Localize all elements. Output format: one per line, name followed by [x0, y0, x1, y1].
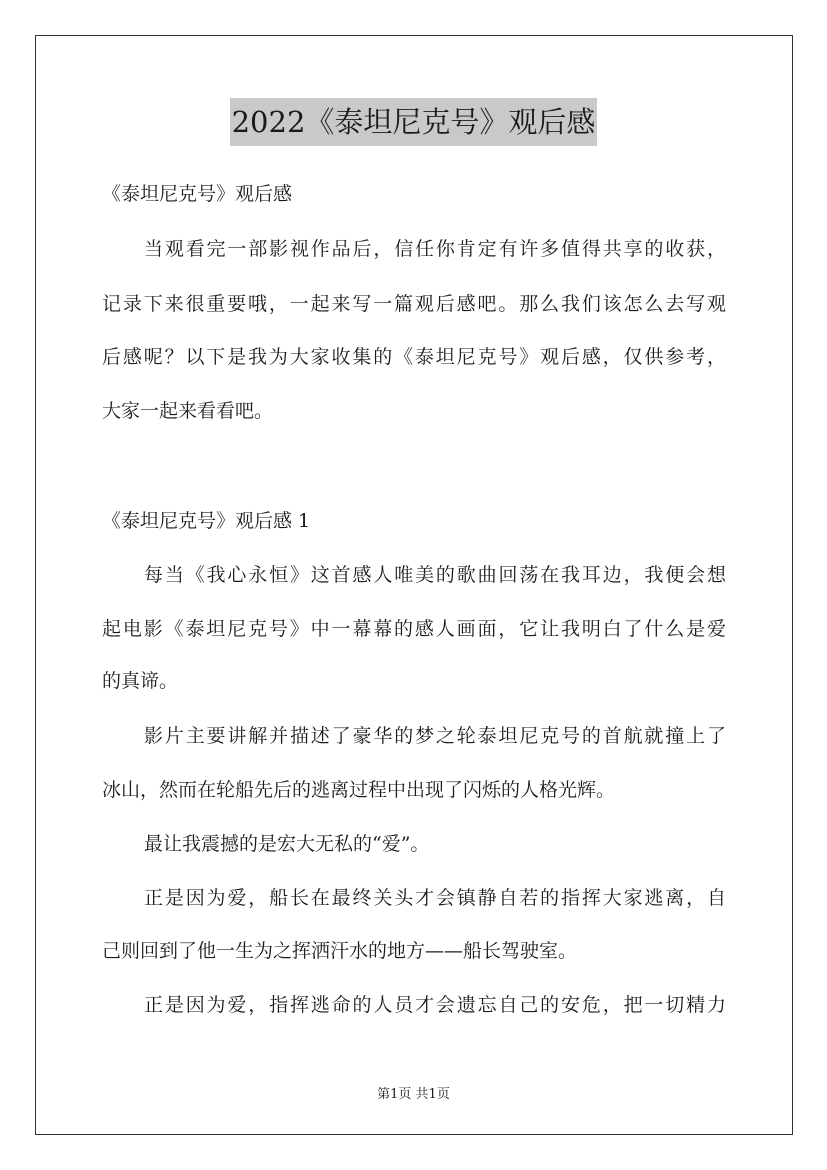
document-title-text: 2022《泰坦尼克号》观后感	[230, 98, 598, 146]
paragraph-line: 起电影《泰坦尼克号》中一幕幕的感人画面，它让我明白了什么是爱	[102, 618, 726, 640]
intro-line: 大家一起来看看吧。	[102, 400, 274, 422]
document-title	[0, 98, 827, 146]
paragraph-line: 己则回到了他一生为之挥洒汗水的地方——船长驾驶室。	[102, 940, 578, 962]
page-footer: 第1页 共1页	[377, 1087, 450, 1102]
paragraph-line: 每当《我心永恒》这首感人唯美的歌曲回荡在我耳边，我便会想	[144, 564, 726, 586]
paragraph-line: 正是因为爱，指挥逃命的人员才会遗忘自己的安危，把一切精力	[144, 994, 726, 1016]
section-heading: 《泰坦尼克号》观后感 1	[102, 510, 311, 532]
paragraph-line: 影片主要讲解并描述了豪华的梦之轮泰坦尼克号的首航就撞上了	[144, 725, 726, 747]
intro-line: 后感呢？以下是我为大家收集的《泰坦尼克号》观后感，仅供参考，	[102, 346, 726, 368]
intro-line: 当观看完一部影视作品后，信任你肯定有许多值得共享的收获，	[144, 238, 726, 260]
paragraph-line: 最让我震撼的是宏大无私的“爱”。	[144, 833, 430, 855]
paragraph-line: 冰山，然而在轮船先后的逃离过程中出现了闪烁的人格光辉。	[102, 779, 616, 801]
paragraph-line: 的真谛。	[102, 670, 179, 692]
paragraph-line: 正是因为爱，船长在最终关头才会镇静自若的指挥大家逃离，自	[144, 887, 726, 909]
intro-line: 记录下来很重要哦，一起来写一篇观后感吧。那么我们该怎么去写观	[102, 293, 726, 315]
subtitle: 《泰坦尼克号》观后感	[102, 183, 293, 205]
